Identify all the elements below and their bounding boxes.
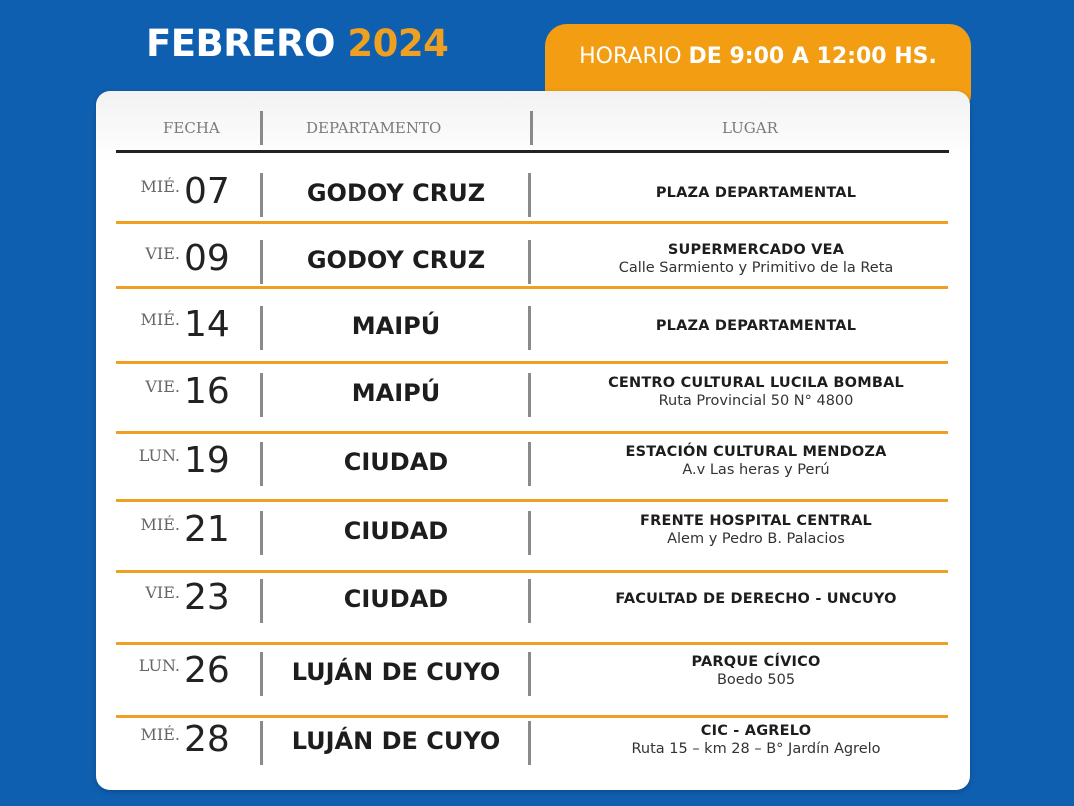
row-place-address: Calle Sarmiento y Primitivo de la Reta (618, 259, 894, 276)
row-department: LUJÁN DE CUYO (291, 727, 501, 755)
schedule-card (96, 91, 970, 790)
hours-value: DE 9:00 A 12:00 HS. (688, 44, 937, 69)
table-row (96, 713, 970, 773)
row-place (536, 591, 976, 607)
row-divider (528, 511, 531, 555)
row-divider (528, 373, 531, 417)
row-divider (260, 240, 263, 284)
table-row (96, 573, 970, 628)
row-place (536, 185, 976, 201)
row-place (536, 318, 976, 334)
table-row (96, 365, 970, 425)
row-weekday: VIE. (145, 243, 180, 263)
row-place (536, 242, 976, 276)
row-weekday: MIÉ. (140, 309, 180, 329)
row-department: GODOY CRUZ (306, 245, 486, 274)
row-department: LUJÁN DE CUYO (291, 658, 501, 686)
hours-label: HORARIO (579, 44, 689, 69)
row-divider (528, 306, 531, 350)
row-department: CIUDAD (343, 516, 449, 545)
row-separator (116, 570, 948, 573)
row-divider (260, 442, 263, 486)
row-divider (260, 579, 263, 623)
header-underline (116, 150, 949, 153)
row-place-name: PARQUE CÍVICO (691, 654, 821, 670)
table-header (96, 109, 970, 149)
row-divider (528, 173, 531, 217)
row-weekday: VIE. (145, 377, 180, 396)
row-place-address: Alem y Pedro B. Palacios (667, 530, 845, 547)
row-separator (116, 286, 948, 289)
row-divider (528, 240, 531, 284)
row-divider (260, 373, 263, 417)
row-place-name: CIC - AGRELO (700, 723, 812, 739)
row-place-name: FRENTE HOSPITAL CENTRAL (640, 512, 872, 529)
row-place-name: FACULTAD DE DERECHO - UNCUYO (615, 590, 897, 607)
row-divider (528, 721, 531, 765)
row-date-number: 23 (184, 576, 230, 618)
row-place-address: Boedo 505 (716, 672, 796, 688)
row-place-name: SUPERMERCADO VEA (667, 241, 845, 258)
table-row (96, 300, 970, 355)
row-date-number: 28 (184, 719, 230, 760)
row-place (536, 654, 976, 688)
row-divider (260, 173, 263, 217)
table-row (96, 505, 970, 560)
row-separator (116, 642, 948, 645)
row-place-name: PLAZA DEPARTAMENTAL (655, 317, 857, 334)
row-place (536, 513, 976, 547)
title-month: FEBRERO (146, 22, 335, 65)
row-place (536, 723, 976, 757)
row-separator (116, 221, 948, 224)
row-divider (260, 721, 263, 765)
row-department: MAIPÚ (351, 379, 441, 407)
row-department: GODOY CRUZ (306, 178, 486, 207)
row-place-address: Ruta Provincial 50 N° 4800 (658, 393, 854, 409)
row-divider (528, 652, 531, 696)
row-divider (260, 306, 263, 350)
row-weekday: MIÉ. (140, 725, 180, 744)
row-place-address: Ruta 15 – km 28 – B° Jardín Agrelo (631, 741, 881, 757)
row-separator (116, 499, 948, 502)
row-department: MAIPÚ (351, 311, 441, 340)
row-separator (116, 431, 948, 434)
table-row (96, 234, 970, 289)
row-weekday: VIE. (145, 582, 180, 602)
row-divider (260, 511, 263, 555)
column-header-departamento: DEPARTAMENTO (306, 119, 442, 137)
header-divider (530, 111, 533, 145)
row-separator (116, 361, 948, 364)
row-weekday: MIÉ. (140, 514, 180, 534)
row-department: CIUDAD (343, 584, 449, 613)
row-date-number: 26 (184, 650, 230, 691)
row-weekday: MIÉ. (140, 176, 180, 196)
row-separator (116, 715, 948, 718)
table-row (96, 167, 970, 222)
row-place-name: PLAZA DEPARTAMENTAL (655, 184, 857, 201)
row-divider (528, 579, 531, 623)
row-date-number: 19 (184, 439, 230, 481)
row-place-name: CENTRO CULTURAL LUCILA BOMBAL (608, 375, 904, 391)
table-row (96, 644, 970, 704)
row-place-name: ESTACIÓN CULTURAL MENDOZA (625, 443, 887, 460)
row-date-number: 14 (184, 303, 230, 345)
row-date-number: 21 (184, 508, 230, 550)
row-weekday: LUN. (138, 445, 180, 465)
column-header-fecha: FECHA (163, 119, 220, 137)
column-header-lugar: LUGAR (722, 119, 778, 137)
row-place-address: A.v Las heras y Perú (682, 461, 830, 478)
row-place (536, 375, 976, 409)
row-divider (260, 652, 263, 696)
row-date-number: 16 (184, 371, 230, 412)
table-row (96, 436, 970, 491)
row-place (536, 444, 976, 478)
row-weekday: LUN. (138, 656, 180, 675)
page-title (146, 22, 448, 65)
row-divider (528, 442, 531, 486)
row-date-number: 09 (184, 237, 230, 279)
row-department: CIUDAD (343, 447, 449, 476)
header-divider (260, 111, 263, 145)
row-date-number: 07 (184, 170, 230, 212)
title-year: 2024 (347, 22, 449, 65)
